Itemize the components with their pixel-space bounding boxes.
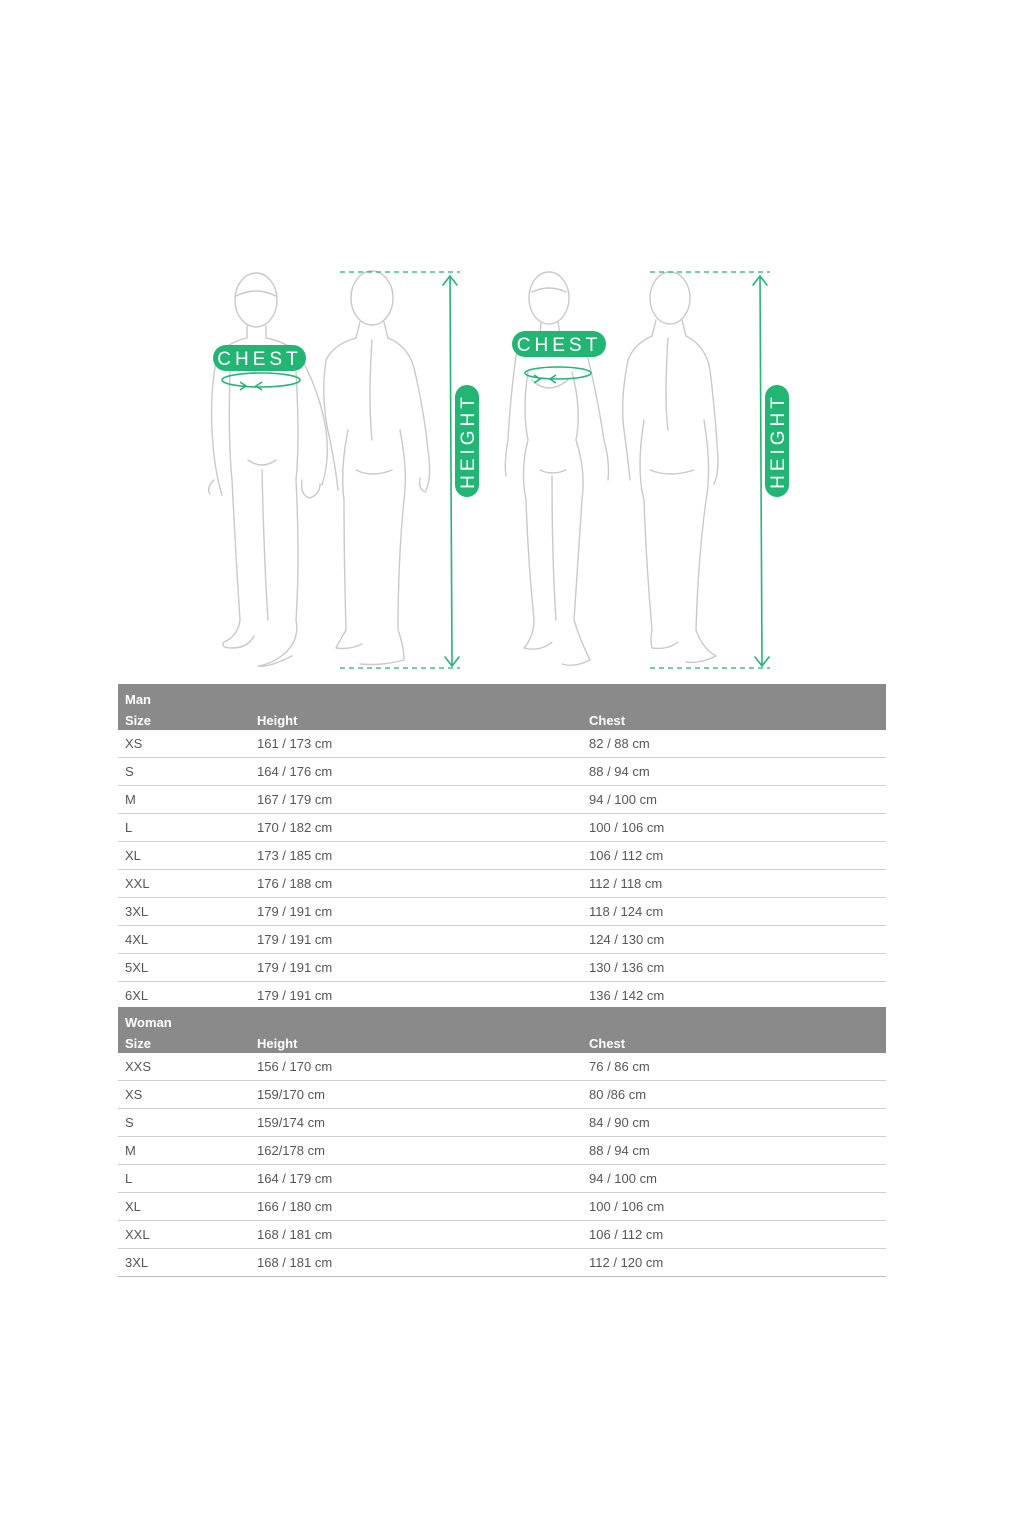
table-row [118, 1193, 886, 1221]
size-cell: L [118, 1165, 250, 1193]
height-cell: 161 / 173 cm [250, 730, 582, 758]
size-cell: S [118, 758, 250, 786]
chest-cell: 118 / 124 cm [582, 898, 886, 926]
chest-cell: 84 / 90 cm [582, 1109, 886, 1137]
table-row [118, 982, 886, 1010]
height-cell: 156 / 170 cm [250, 1053, 582, 1081]
man-size-table [118, 684, 886, 1010]
table-row [118, 1053, 886, 1081]
chest-cell: 94 / 100 cm [582, 1165, 886, 1193]
table-row [118, 814, 886, 842]
height-cell: 168 / 181 cm [250, 1221, 582, 1249]
chest-cell: 88 / 94 cm [582, 1137, 886, 1165]
chest-cell: 112 / 118 cm [582, 870, 886, 898]
column-header-height: Height [250, 1030, 582, 1053]
measurement-illustration [0, 255, 1024, 680]
height-cell: 179 / 191 cm [250, 898, 582, 926]
size-cell: 5XL [118, 954, 250, 982]
size-cell: XS [118, 1081, 250, 1109]
table-row [118, 1249, 886, 1277]
table-row [118, 730, 886, 758]
man-height-label: HEIGHT [458, 393, 479, 489]
size-cell: 3XL [118, 898, 250, 926]
size-cell: 4XL [118, 926, 250, 954]
size-cell: M [118, 1137, 250, 1165]
column-header-height: Height [250, 707, 582, 730]
column-header-size: Size [118, 707, 250, 730]
height-cell: 159/170 cm [250, 1081, 582, 1109]
height-cell: 173 / 185 cm [250, 842, 582, 870]
table-row [118, 1165, 886, 1193]
height-cell: 168 / 181 cm [250, 1249, 582, 1277]
size-cell: XXL [118, 870, 250, 898]
chest-cell: 100 / 106 cm [582, 814, 886, 842]
woman-chest-label: CHEST [516, 335, 602, 356]
height-cell: 164 / 179 cm [250, 1165, 582, 1193]
size-cell: S [118, 1109, 250, 1137]
height-cell: 179 / 191 cm [250, 954, 582, 982]
size-cell: 3XL [118, 1249, 250, 1277]
woman-size-table [118, 1007, 886, 1277]
size-cell: XXS [118, 1053, 250, 1081]
table-row [118, 954, 886, 982]
height-cell: 164 / 176 cm [250, 758, 582, 786]
chest-cell: 106 / 112 cm [582, 842, 886, 870]
column-header-size: Size [118, 1030, 250, 1053]
woman-chest-loop [525, 367, 591, 383]
chest-cell: 80 /86 cm [582, 1081, 886, 1109]
table-row [118, 1137, 886, 1165]
man-chest-label: CHEST [217, 349, 302, 370]
table-row [118, 758, 886, 786]
size-cell: XS [118, 730, 250, 758]
height-cell: 166 / 180 cm [250, 1193, 582, 1221]
table-row [118, 786, 886, 814]
chest-cell: 136 / 142 cm [582, 982, 886, 1010]
height-cell: 167 / 179 cm [250, 786, 582, 814]
column-header-chest: Chest [582, 1030, 886, 1053]
chest-cell: 100 / 106 cm [582, 1193, 886, 1221]
table-row [118, 1221, 886, 1249]
size-cell: L [118, 814, 250, 842]
woman-group-label: Woman [118, 1007, 250, 1030]
column-header-chest: Chest [582, 707, 886, 730]
chest-cell: 82 / 88 cm [582, 730, 886, 758]
man-back-figure [324, 271, 430, 665]
height-cell: 179 / 191 cm [250, 926, 582, 954]
man-front-figure [209, 273, 328, 666]
table-row [118, 1081, 886, 1109]
chest-cell: 106 / 112 cm [582, 1221, 886, 1249]
height-cell: 179 / 191 cm [250, 982, 582, 1010]
table-row [118, 898, 886, 926]
chest-cell: 112 / 120 cm [582, 1249, 886, 1277]
woman-back-figure [623, 272, 718, 662]
chest-cell: 124 / 130 cm [582, 926, 886, 954]
size-cell: XL [118, 842, 250, 870]
chest-cell: 94 / 100 cm [582, 786, 886, 814]
table-row [118, 1109, 886, 1137]
height-cell: 170 / 182 cm [250, 814, 582, 842]
chest-cell: 88 / 94 cm [582, 758, 886, 786]
table-row [118, 842, 886, 870]
table-row [118, 926, 886, 954]
woman-height-label: HEIGHT [768, 393, 789, 489]
height-cell: 162/178 cm [250, 1137, 582, 1165]
height-cell: 159/174 cm [250, 1109, 582, 1137]
man-group-label: Man [118, 684, 250, 707]
man-chest-loop [222, 373, 300, 390]
size-cell: M [118, 786, 250, 814]
height-cell: 176 / 188 cm [250, 870, 582, 898]
chest-cell: 76 / 86 cm [582, 1053, 886, 1081]
table-row [118, 870, 886, 898]
chest-cell: 130 / 136 cm [582, 954, 886, 982]
size-cell: 6XL [118, 982, 250, 1010]
size-cell: XXL [118, 1221, 250, 1249]
size-cell: XL [118, 1193, 250, 1221]
